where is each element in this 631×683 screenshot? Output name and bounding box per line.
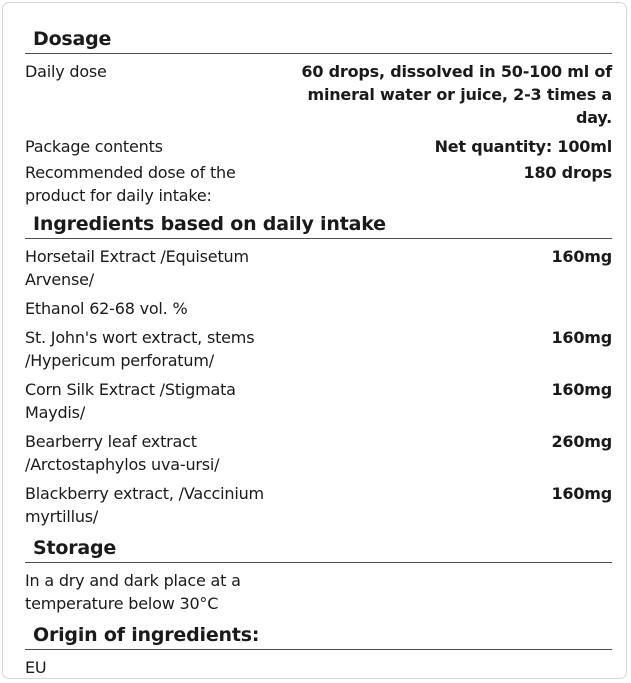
ingredient-amount: 160mg — [551, 247, 612, 266]
ingredient-row — [25, 326, 612, 372]
ingredient-amount: 160mg — [551, 484, 612, 503]
ingredient-name: St. John's wort extract, stems /Hypericum perforatum/ — [25, 328, 255, 370]
ingredient-name: Horsetail Extract /Equisetum Arvense/ — [25, 247, 249, 289]
product-info-card — [2, 2, 627, 679]
ingredient-name: Blackberry extract, /Vaccinium myrtillus/ — [25, 484, 264, 526]
row-label: Package contents — [25, 137, 163, 156]
storage-text: In a dry and dark place at a temperature below 30°C — [25, 571, 241, 613]
origin-heading: Origin of ingredients: — [25, 621, 612, 650]
ingredient-amount: 160mg — [551, 328, 612, 347]
dosage-row-package-contents — [25, 135, 612, 158]
storage-row — [25, 569, 612, 615]
ingredient-name: Bearberry leaf extract /Arctostaphylos uva-ursi/ — [25, 432, 220, 474]
ingredient-row — [25, 378, 612, 424]
dosage-heading: Dosage — [25, 25, 612, 54]
ingredient-row — [25, 297, 612, 320]
ingredient-row — [25, 430, 612, 476]
origin-text: EU — [25, 658, 47, 677]
origin-row — [25, 656, 612, 679]
dosage-row-recommended-dose — [25, 161, 612, 207]
ingredient-amount: 260mg — [551, 432, 612, 451]
row-value: 180 drops — [523, 163, 612, 182]
ingredient-amount: 160mg — [551, 380, 612, 399]
row-value: Net quantity: 100ml — [434, 137, 612, 156]
ingredient-name: Ethanol 62-68 vol. % — [25, 299, 188, 318]
row-label: Recommended dose of the product for daily intake: — [25, 163, 236, 205]
ingredient-row — [25, 245, 612, 291]
ingredients-heading: Ingredients based on daily intake — [25, 210, 612, 239]
row-value: 60 drops, dissolved in 50-100 ml of mineral water or juice, 2-3 times a day. — [301, 62, 612, 127]
product-info-content — [25, 25, 612, 679]
dosage-row-daily-dose — [25, 60, 612, 129]
row-label: Daily dose — [25, 62, 107, 81]
ingredient-row — [25, 482, 612, 528]
storage-heading: Storage — [25, 534, 612, 563]
ingredient-name: Corn Silk Extract /Stigmata Maydis/ — [25, 380, 236, 422]
